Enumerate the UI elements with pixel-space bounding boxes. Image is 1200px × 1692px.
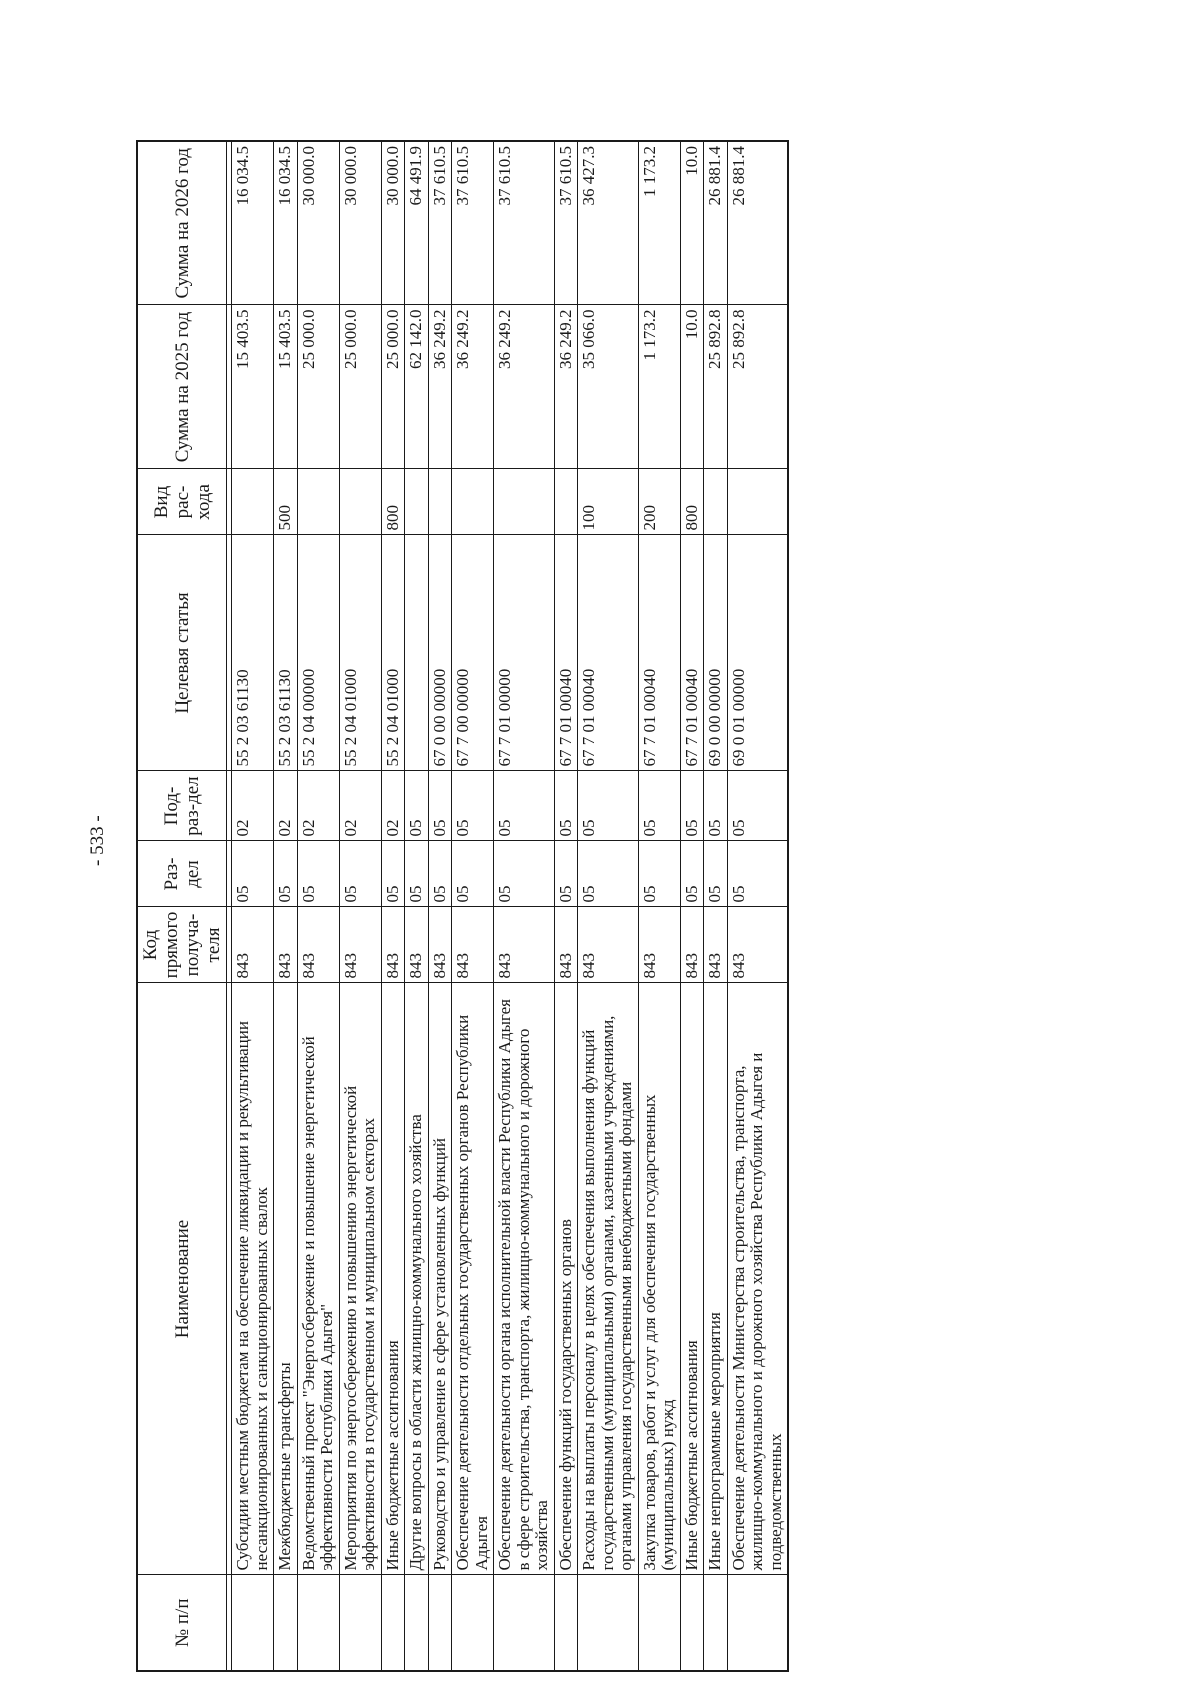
- row-target-article-cell: 55 2 03 61130: [274, 535, 298, 771]
- row-expense-type-cell: [297, 469, 339, 535]
- row-sum-2026-cell: 26 881.4: [704, 141, 728, 305]
- row-name-cell: Ведомственный проект "Энергосбережение и повышение энергетической эффективности Республики Адыгея": [297, 983, 339, 1575]
- row-target-article-cell: 67 7 01 00040: [578, 535, 639, 771]
- row-expense-type-cell: 500: [274, 469, 298, 535]
- header-expense-type: Вид рас-хода: [137, 469, 227, 535]
- row-code-cell: 843: [704, 907, 728, 983]
- header-target-article: Целевая статья: [137, 535, 227, 771]
- row-sum-2025-cell: 25 000.0: [297, 305, 339, 469]
- row-sum-2026-cell: 36 427.3: [578, 141, 639, 305]
- header-recipient-code: Код прямого получа-теля: [137, 907, 227, 983]
- row-code-cell: 843: [405, 907, 429, 983]
- row-target-article-cell: 67 7 01 00040: [680, 535, 704, 771]
- table-row: [704, 141, 728, 1671]
- row-name-cell: Обеспечение деятельности Министерства строительства, транспорта, жилищно-коммунального и дорожного хозяйства Республики Адыгея и подведомственных: [727, 983, 788, 1575]
- row-sum-2025-cell: 36 249.2: [494, 305, 555, 469]
- row-num-cell: [494, 1575, 555, 1671]
- row-sum-2025-cell: 15 403.5: [232, 305, 274, 469]
- row-subsection-cell: 05: [578, 771, 639, 841]
- row-subsection-cell: 05: [727, 771, 788, 841]
- row-sum-2026-cell: 37 610.5: [452, 141, 494, 305]
- row-code-cell: 843: [339, 907, 381, 983]
- table-row: [297, 141, 339, 1671]
- row-num-cell: [680, 1575, 704, 1671]
- row-code-cell: 843: [452, 907, 494, 983]
- table-header-row: [137, 141, 227, 1671]
- row-name-cell: Обеспечение деятельности органа исполнительной власти Республики Адыгея в сфере строительства, транспорта, жилищно-коммунального и дорожного хозяйства: [494, 983, 555, 1575]
- row-subsection-cell: 02: [297, 771, 339, 841]
- row-sum-2026-cell: 1 173.2: [638, 141, 680, 305]
- row-sum-2025-cell: 15 403.5: [274, 305, 298, 469]
- header-sum-2025: Сумма на 2025 год: [137, 305, 227, 469]
- row-target-article-cell: 67 7 00 00000: [452, 535, 494, 771]
- row-code-cell: 843: [232, 907, 274, 983]
- row-num-cell: [704, 1575, 728, 1671]
- header-subsection: Под-раз-дел: [137, 771, 227, 841]
- row-num-cell: [452, 1575, 494, 1671]
- row-expense-type-cell: [452, 469, 494, 535]
- row-section-cell: 05: [578, 841, 639, 907]
- row-subsection-cell: 05: [494, 771, 555, 841]
- row-sum-2026-cell: 16 034.5: [274, 141, 298, 305]
- row-expense-type-cell: [339, 469, 381, 535]
- row-expense-type-cell: [554, 469, 578, 535]
- row-code-cell: 843: [638, 907, 680, 983]
- row-section-cell: 05: [381, 841, 405, 907]
- row-section-cell: 05: [554, 841, 578, 907]
- header-num: № п/п: [137, 1575, 227, 1671]
- budget-table: [136, 140, 789, 1672]
- row-subsection-cell: 02: [274, 771, 298, 841]
- row-sum-2026-cell: 10.0: [680, 141, 704, 305]
- row-section-cell: 05: [339, 841, 381, 907]
- row-name-cell: Расходы на выплаты персоналу в целях обеспечения выполнения функций государственными (муниципальными) органами, казенными учреждениями, органами управления государственными внебюджетными фондами: [578, 983, 639, 1575]
- row-sum-2025-cell: 25 000.0: [381, 305, 405, 469]
- table-row: [274, 141, 298, 1671]
- row-expense-type-cell: [405, 469, 429, 535]
- row-code-cell: 843: [554, 907, 578, 983]
- row-subsection-cell: 05: [405, 771, 429, 841]
- row-num-cell: [274, 1575, 298, 1671]
- table-row: [381, 141, 405, 1671]
- row-name-cell: Обеспечение деятельности отдельных государственных органов Республики Адыгея: [452, 983, 494, 1575]
- row-target-article-cell: 67 7 01 00040: [554, 535, 578, 771]
- row-subsection-cell: 05: [452, 771, 494, 841]
- table-row: [405, 141, 429, 1671]
- table-row: [452, 141, 494, 1671]
- page-number: - 533 -: [87, 815, 108, 866]
- row-subsection-cell: 05: [680, 771, 704, 841]
- row-expense-type-cell: 800: [680, 469, 704, 535]
- row-target-article-cell: 55 2 04 01000: [339, 535, 381, 771]
- row-num-cell: [232, 1575, 274, 1671]
- row-num-cell: [578, 1575, 639, 1671]
- row-name-cell: Иные непрограммные мероприятия: [704, 983, 728, 1575]
- row-target-article-cell: 55 2 04 00000: [297, 535, 339, 771]
- table-row: [339, 141, 381, 1671]
- row-sum-2026-cell: 30 000.0: [339, 141, 381, 305]
- row-sum-2026-cell: 26 881.4: [727, 141, 788, 305]
- row-expense-type-cell: 100: [578, 469, 639, 535]
- row-subsection-cell: 05: [638, 771, 680, 841]
- row-section-cell: 05: [297, 841, 339, 907]
- row-num-cell: [339, 1575, 381, 1671]
- row-expense-type-cell: 200: [638, 469, 680, 535]
- row-sum-2025-cell: 10.0: [680, 305, 704, 469]
- table-row: [680, 141, 704, 1671]
- row-sum-2026-cell: 30 000.0: [297, 141, 339, 305]
- row-section-cell: 05: [232, 841, 274, 907]
- row-sum-2025-cell: 62 142.0: [405, 305, 429, 469]
- row-subsection-cell: 02: [232, 771, 274, 841]
- row-section-cell: 05: [428, 841, 452, 907]
- row-target-article-cell: 67 7 01 00040: [638, 535, 680, 771]
- row-section-cell: 05: [638, 841, 680, 907]
- header-sum-2026: Сумма на 2026 год: [137, 141, 227, 305]
- row-expense-type-cell: [232, 469, 274, 535]
- row-target-article-cell: [405, 535, 429, 771]
- table-row: [554, 141, 578, 1671]
- row-name-cell: Мероприятия по энергосбережению и повышению энергетической эффективности в государственном и муниципальном секторах: [339, 983, 381, 1575]
- row-code-cell: 843: [274, 907, 298, 983]
- row-target-article-cell: 55 2 03 61130: [232, 535, 274, 771]
- row-code-cell: 843: [494, 907, 555, 983]
- row-sum-2025-cell: 25 892.8: [704, 305, 728, 469]
- row-sum-2025-cell: 25 000.0: [339, 305, 381, 469]
- row-sum-2026-cell: 30 000.0: [381, 141, 405, 305]
- row-sum-2026-cell: 37 610.5: [494, 141, 555, 305]
- row-num-cell: [638, 1575, 680, 1671]
- table-row: [428, 141, 452, 1671]
- table-row: [494, 141, 555, 1671]
- row-subsection-cell: 02: [381, 771, 405, 841]
- row-expense-type-cell: [727, 469, 788, 535]
- row-code-cell: 843: [381, 907, 405, 983]
- row-section-cell: 05: [405, 841, 429, 907]
- row-sum-2026-cell: 16 034.5: [232, 141, 274, 305]
- row-name-cell: Межбюджетные трансферты: [274, 983, 298, 1575]
- row-target-article-cell: 67 7 01 00000: [494, 535, 555, 771]
- table-row: [638, 141, 680, 1671]
- row-code-cell: 843: [578, 907, 639, 983]
- table-row: [232, 141, 274, 1671]
- table-row: [727, 141, 788, 1671]
- row-expense-type-cell: 800: [381, 469, 405, 535]
- row-section-cell: 05: [452, 841, 494, 907]
- row-subsection-cell: 05: [428, 771, 452, 841]
- row-section-cell: 05: [494, 841, 555, 907]
- row-name-cell: Закупка товаров, работ и услуг для обеспечения государственных (муниципальных) нужд: [638, 983, 680, 1575]
- table-row: [578, 141, 639, 1671]
- row-subsection-cell: 05: [704, 771, 728, 841]
- row-num-cell: [405, 1575, 429, 1671]
- row-sum-2025-cell: 35 066.0: [578, 305, 639, 469]
- row-sum-2026-cell: 37 610.5: [428, 141, 452, 305]
- row-target-article-cell: 67 0 00 00000: [428, 535, 452, 771]
- row-sum-2025-cell: 1 173.2: [638, 305, 680, 469]
- row-target-article-cell: 55 2 04 01000: [381, 535, 405, 771]
- row-sum-2025-cell: 36 249.2: [428, 305, 452, 469]
- row-expense-type-cell: [494, 469, 555, 535]
- row-section-cell: 05: [680, 841, 704, 907]
- row-name-cell: Субсидии местным бюджетам на обеспечение ликвидации и рекультивации несанкционированных и санкционированных свалок: [232, 983, 274, 1575]
- header-name: Наименование: [137, 983, 227, 1575]
- row-target-article-cell: 69 0 00 00000: [704, 535, 728, 771]
- row-sum-2026-cell: 37 610.5: [554, 141, 578, 305]
- row-subsection-cell: 02: [339, 771, 381, 841]
- row-num-cell: [727, 1575, 788, 1671]
- row-num-cell: [428, 1575, 452, 1671]
- header-section: Раз-дел: [137, 841, 227, 907]
- row-sum-2025-cell: 25 892.8: [727, 305, 788, 469]
- row-code-cell: 843: [297, 907, 339, 983]
- row-num-cell: [297, 1575, 339, 1671]
- row-name-cell: Иные бюджетные ассигнования: [381, 983, 405, 1575]
- row-name-cell: Обеспечение функций государственных органов: [554, 983, 578, 1575]
- row-section-cell: 05: [274, 841, 298, 907]
- row-code-cell: 843: [428, 907, 452, 983]
- row-code-cell: 843: [680, 907, 704, 983]
- row-name-cell: Руководство и управление в сфере установленных функций: [428, 983, 452, 1575]
- row-expense-type-cell: [704, 469, 728, 535]
- row-section-cell: 05: [727, 841, 788, 907]
- row-num-cell: [381, 1575, 405, 1671]
- budget-table-container: [136, 142, 1016, 1672]
- row-name-cell: Иные бюджетные ассигнования: [680, 983, 704, 1575]
- row-sum-2025-cell: 36 249.2: [452, 305, 494, 469]
- row-target-article-cell: 69 0 01 00000: [727, 535, 788, 771]
- row-num-cell: [554, 1575, 578, 1671]
- row-code-cell: 843: [727, 907, 788, 983]
- row-expense-type-cell: [428, 469, 452, 535]
- row-sum-2025-cell: 36 249.2: [554, 305, 578, 469]
- row-subsection-cell: 05: [554, 771, 578, 841]
- row-section-cell: 05: [704, 841, 728, 907]
- row-name-cell: Другие вопросы в области жилищно-коммунального хозяйства: [405, 983, 429, 1575]
- row-sum-2026-cell: 64 491.9: [405, 141, 429, 305]
